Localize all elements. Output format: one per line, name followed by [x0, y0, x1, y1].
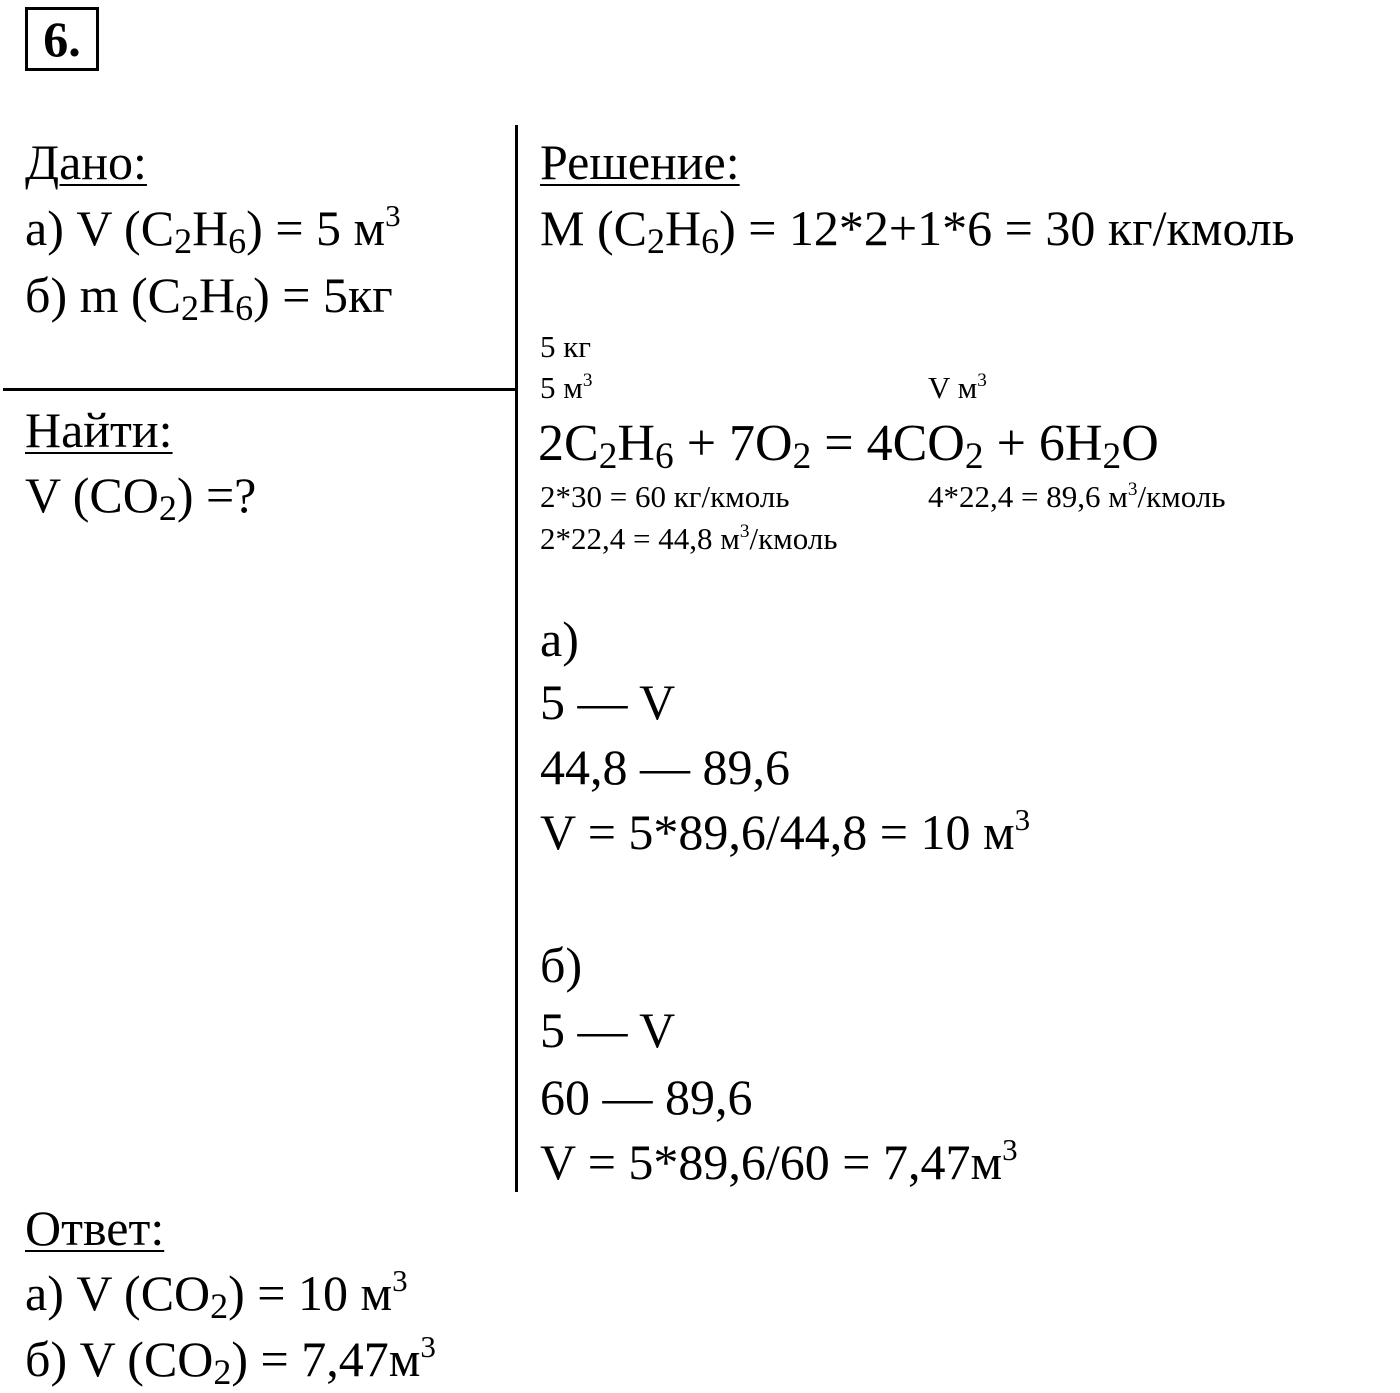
part-a-result: V = 5*89,6/44,8 = 10 $м^3$ [540, 801, 1031, 860]
answer-heading: Ответ: [25, 1200, 165, 1256]
given-heading: Дано: [25, 134, 147, 190]
above-right-volume: V $м^3$ [928, 370, 987, 405]
below-left-molar-volume: 2*22,4 = 44,8 $м^3$/кмоль [540, 521, 838, 556]
solution-heading: Решение: [540, 134, 740, 190]
part-b-result: $V = 5*89,6/60 = 7,47м^3$ [540, 1131, 1018, 1190]
horizontal-divider [3, 388, 516, 391]
part-a-label: а) [540, 611, 579, 667]
find-line: V $(CO_2)$ =? [25, 467, 257, 528]
part-a-line1: 5 — V [540, 674, 676, 730]
given-line-a: а) V $(C_2H_6) = 5$ $м^3$ [25, 197, 401, 261]
part-b-line2: 60 — 89,6 [540, 1069, 753, 1125]
above-left-mass: 5 кг [540, 329, 592, 364]
find-heading: Найти: [25, 402, 173, 458]
part-b-label: б) [540, 937, 583, 993]
reaction-equation: $2C_2H_6 + 7O_2 = 4CO_2 + 6H_2O$ [538, 415, 1159, 478]
answer-line-b: б) V $(CO_2) = 7,47м^3$ [25, 1328, 436, 1392]
answer-line-a: а) V $(CO_2) = 10$ $м^3$ [25, 1262, 408, 1326]
vertical-divider [515, 125, 518, 1192]
above-left-volume: 5 $м^3$ [540, 370, 593, 405]
given-line-b: б) m $(C_2H_6) = 5кг$ [25, 267, 393, 328]
below-left-molar-mass: 2*30 = 60 кг/кмоль [540, 479, 790, 514]
part-b-line1: 5 — V [540, 1002, 676, 1058]
problem-number: 6. [25, 7, 99, 71]
below-right-molar-volume: 4*22,4 = 89,6 $м^3$/кмоль [928, 479, 1226, 514]
part-a-line2: 44,8 — 89,6 [540, 739, 790, 795]
molar-mass-line: M $(C_2H_6) = 12*2+1*6 = 30$ кг/кмоль [540, 200, 1295, 261]
